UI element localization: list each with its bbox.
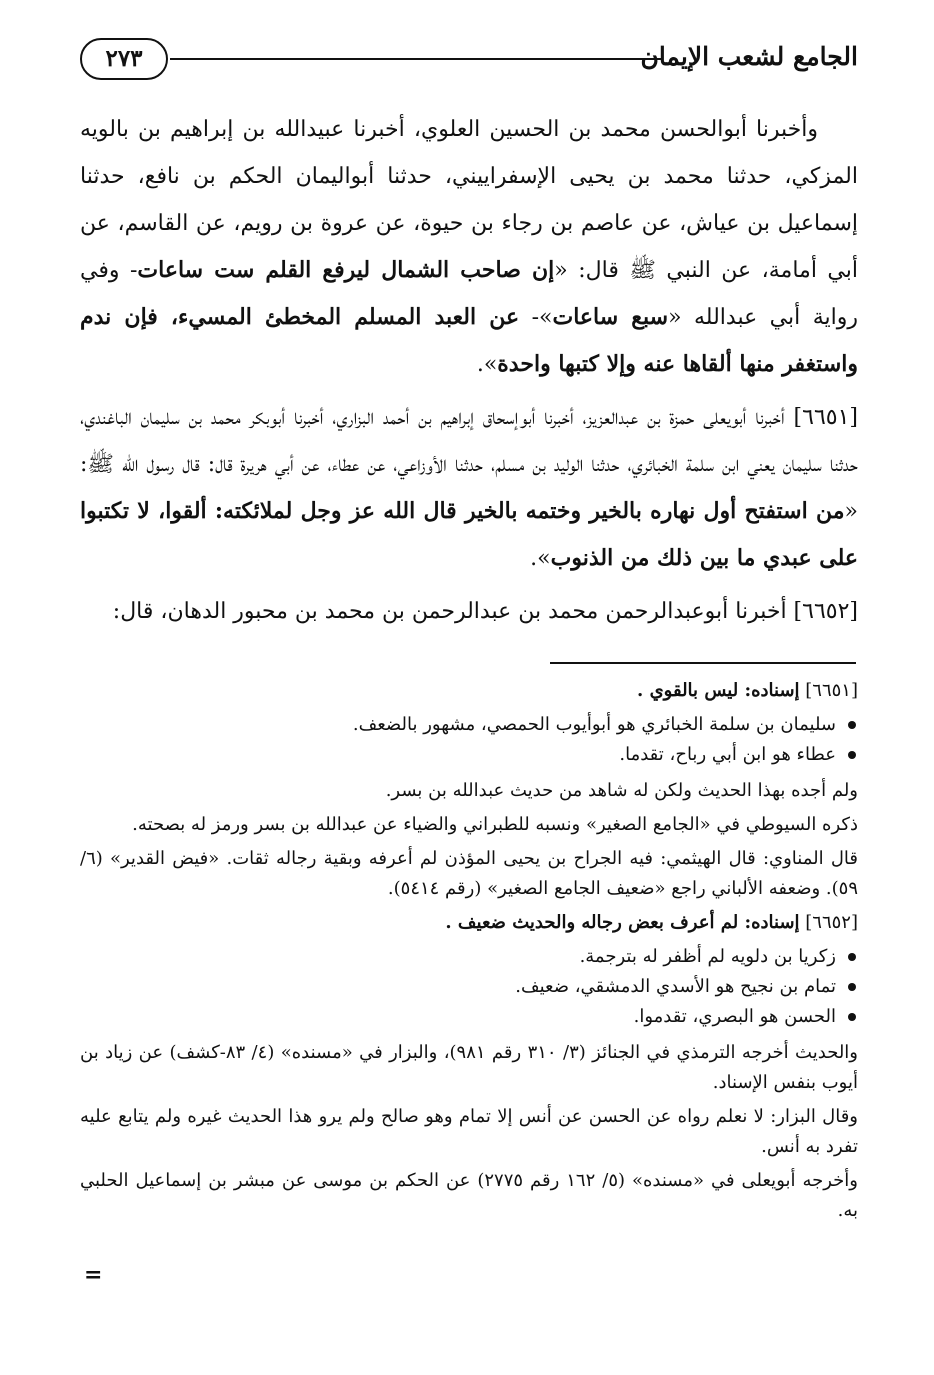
hadith-text: سبع ساعات	[552, 304, 669, 330]
hadith-paragraph-6651	[80, 394, 858, 582]
narration-note: - وفي رواية أبي عبدالله «	[80, 258, 858, 330]
footnote-6651-list	[80, 710, 858, 770]
punctuation: »-	[519, 305, 553, 330]
footnotes	[80, 676, 858, 1230]
list-item	[80, 942, 858, 972]
list-item-text: زكريا بن دلويه لم أظفر له بترجمة.	[579, 946, 836, 967]
footnote-text: قال المناوي: قال الهيثمي: فيه الجراح بن يحيى المؤذن لم أعرفه وبقية رجاله ثقات. «فيض القدير» (٦/ ٥٩). وضعفه الألباني راجع «ضعيف الجامع الصغير» (رقم ٥٤١٤).	[80, 848, 858, 899]
bullet-icon	[848, 1013, 856, 1021]
footnote-6652-list	[80, 942, 858, 1032]
punctuation: ».	[476, 352, 498, 377]
bullet-icon	[848, 953, 856, 961]
hadith-paragraph-6652: [٦٦٥٢] أخبرنا أبوعبدالرحمن محمد بن عبدالرحمن بن محمد بن محبور الدهان، قال:	[112, 599, 858, 624]
footnote-number: [٦٦٥١]	[799, 680, 858, 701]
page-header	[80, 34, 858, 84]
main-text	[80, 106, 858, 641]
footnote-text: وأخرجه أبويعلى في «مسنده» (٥/ ١٦٢ رقم ٢٧٧٥) عن الحكم بن موسى عن مبشر بن إسماعيل الحلبي به.	[80, 1170, 858, 1221]
hadith-text: إن صاحب الشمال ليرفع القلم ست ساعات	[137, 257, 555, 283]
bullet-icon	[848, 721, 856, 729]
footnote-verdict: إسناده: ليس بالقوي .	[637, 680, 800, 701]
list-item-text: الحسن هو البصري، تقدموا.	[633, 1006, 836, 1027]
book-title: الجامع لشعب الإيمان	[640, 42, 858, 71]
chain-text: [٦٦٥١] أخبرنا أبويعلى حمزة بن عبدالعزيز، أخبرنا أبوإسحاق إبراهيم بن أحمد البزاري، أخبرنا أبوبكر محمد بن سليمان الباغندي، حدثنا سليمان يعني ابن سلمة الخبائري، حدثنا الوليد بن مسلم، حدثنا الأوزاعي، عن عطاء، عن أبي هريرة قال: قال رسول الله ﷺ: «	[80, 405, 858, 524]
list-item-text: سليمان بن سلمة الخبائري هو أبوأيوب الحمصي، مشهور بالضعف.	[352, 714, 836, 735]
header-rule	[170, 58, 662, 60]
footnote-6652-heading	[80, 908, 858, 938]
footnote-6651-heading	[80, 676, 858, 706]
footnote-number: [٦٦٥٢]	[799, 912, 858, 933]
footnote-verdict: إسناده: لم أعرف بعض رجاله والحديث ضعيف .	[445, 912, 800, 933]
footnote-text: ذكره السيوطي في «الجامع الصغير» ونسبه للطبراني والضياء عن عبدالله بن بسر ورمز له بصحته.	[132, 814, 858, 835]
hadith-text: عن العبد المسلم المخطئ المسيء، فإن ندم واستغفر منها ألقاها عنه وإلا كتبها واحدة	[80, 304, 858, 377]
bullet-icon	[848, 983, 856, 991]
hadith-paragraph	[80, 106, 858, 388]
bullet-icon	[848, 751, 856, 759]
page-number: ٢٧٣	[80, 38, 168, 80]
footnote-text: والحديث أخرجه الترمذي في الجنائز (٣/ ٣١٠ رقم ٩٨١)، والبزار في «مسنده» (٤/ ٨٣-كشف) عن زياد بن أيوب بنفس الإسناد.	[80, 1042, 858, 1093]
list-item-text: تمام بن نجيح هو الأسدي الدمشقي، ضعيف.	[515, 976, 836, 997]
hadith-text: من استفتح أول نهاره بالخير وختمه بالخير قال الله عز وجل لملائكته: ألقوا، لا تكتبوا على عبدي ما بين ذلك من الذنوب	[80, 498, 858, 571]
chain-text: وأخبرنا أبوالحسن محمد بن الحسين العلوي، أخبرنا عبيدالله بن إبراهيم بن بالويه المزكي، حدثنا محمد بن يحيى الإسفراييني، حدثنا أبواليمان الحكم بن نافع، حدثنا إسماعيل بن عياش، عن عاصم بن رجاء بن حيوة، عن عروة بن رويم، عن القاسم، عن أبي أمامة، عن النبي ﷺ قال: «	[80, 117, 858, 283]
list-item	[80, 740, 858, 770]
continuation-mark: =	[84, 1262, 103, 1288]
footnote-text: وقال البزار: لا نعلم رواه عن الحسن عن أنس إلا تمام وهو صالح ولم يرو هذا الحديث غيره ولم يتابع عليه تفرد به أنس.	[80, 1106, 858, 1157]
footnote-text: ولم أجده بهذا الحديث ولكن له شاهد من حديث عبدالله بن بسر.	[385, 780, 858, 801]
footnote-divider	[550, 662, 856, 664]
list-item-text: عطاء هو ابن أبي رباح، تقدما.	[619, 744, 836, 765]
list-item	[80, 1002, 858, 1032]
punctuation: ».	[530, 546, 551, 571]
list-item	[80, 972, 858, 1002]
list-item	[80, 710, 858, 740]
